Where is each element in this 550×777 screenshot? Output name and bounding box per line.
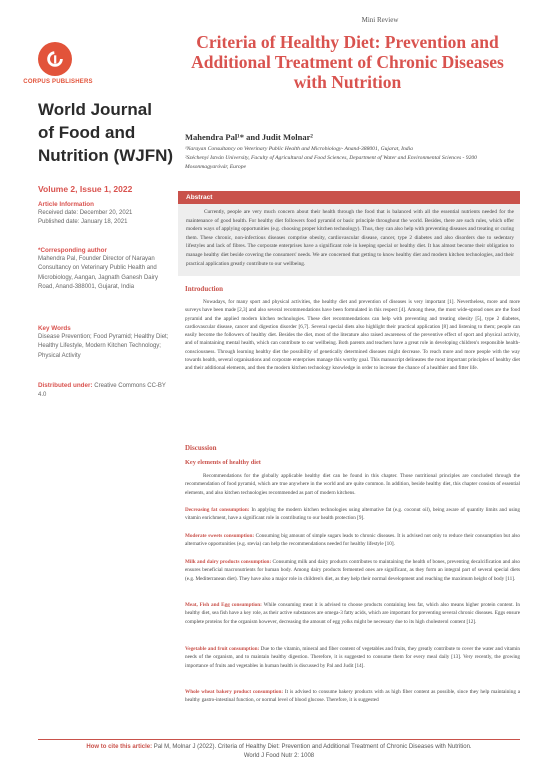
- abstract-text: Currently, people are very much concern about their health through the food that is balanced with all the essential nutrients needed for the maintenance of good health. For healthy diet followers food pyramid or basic principle throughout the world. Besides, there are such rules, which offer modern ways of applying opportunities (e.g. choosing proper kitchen technology). Thus, they can also help with preventing diseases and treating or curing them. These chronic, non-infectious diseases comprise obesity, cardiovascular disease, cancer, type 2 diabetes and also disorders due to sedentary lifestyles and lack of fibres. The corporate enterprises have a significant role in keeping special or healthy diet. It has almost become their obligation to manage healthy diet beside covering the consumers' needs. We are concerned that getting to know healthy diet and modern kitchen technologies, and their practical application greatly contribute to our wellbeing.: [186, 209, 514, 267]
- sweets-paragraph: [185, 532, 520, 549]
- milk-text: Consuming milk and dairy products contributes to maintaining the health of bones, preventing decalcification and also ensures beneficial macronutrients for human body. Among dairy products fermented ones are significant, as they form an integral part of several special diets (e.g. Mediterranean diet). They have also a major role in children's diet, as they help their normal development and reaching the maximum height of body [11].: [185, 559, 520, 582]
- fat-text: In applying the modern kitchen technologies using alternative fat (e.g. coconut oil), being aware of quantity limits and using vitamin enrichment, have a significant role in contributing to our health protection [9].: [185, 507, 520, 522]
- authors: Mahendra Pal¹* and Judit Molnar²: [185, 132, 313, 142]
- key-elements-text: Recommendations for the globally applicable healthy diet can be found in this chapter. Those nutritional principles are concluded through the recommendation of food pyramid, which are true anywhere in the world and are quite common. In addition, beside healthy diet, this chapter consists of essential elements, and also kitchen technologies recommended as part of modern kitchens.: [185, 473, 520, 496]
- received-date: Received date: December 20, 2021: [38, 210, 133, 217]
- journal-name-line1: World Journal: [38, 100, 152, 119]
- article-info-heading: Article Information: [38, 201, 94, 208]
- corresponding-author-text: Mahendra Pal, Founder Director of Narayan Consultancy on Veterinary Public Health and Microbiology, Aangan, Jagnath Ganesh Dairy Road, Anand-388001, Gujarat, India: [38, 256, 158, 290]
- fat-lead: Decreasing fat consumption:: [185, 507, 250, 513]
- milk-paragraph: [185, 558, 520, 583]
- corresponding-author-heading: *Corresponding author: [38, 247, 107, 254]
- license-text: Creative Commons CC-BY 4.0: [38, 383, 166, 399]
- veg-text: Due to the vitamin, mineral and fiber content of vegetables and fruits, they greatly contribute to cover the water and vitamin needs of the organism, and to maintain healthy digestion. Therefore, it is suggested to consume them for every meal daily [13]. Very recently, the growing importance of fruits and vegetables in human health is discussed by Pal and Judit [14].: [185, 646, 520, 669]
- circle-cp-logo-icon: [44, 48, 66, 70]
- fat-paragraph: [185, 506, 520, 523]
- keywords: [38, 324, 173, 361]
- article-title: Criteria of Healthy Diet: Prevention and Additional Treatment of Chronic Diseases with Nutrition: [191, 32, 504, 92]
- keywords-heading: Key Words: [38, 325, 71, 332]
- license: [38, 381, 173, 400]
- veg-paragraph: [185, 645, 520, 670]
- citation-line2: World J Food Nutr 2: 1008: [243, 752, 315, 759]
- footer-divider: [38, 739, 520, 740]
- publisher-logo-icon: [38, 42, 72, 76]
- meat-paragraph: [185, 601, 520, 626]
- published-date: Published date: January 18, 2021: [38, 219, 128, 226]
- abstract-heading: Abstract: [178, 191, 520, 204]
- meat-text: While consuming meat it is advised to choose products containing less fat, which also means higher protein content. In healthy diet, sea fish have a key role, as their active substances are omega-3 fatty acids, which are important for preventing several chronic diseases. Eggs ensure complete proteins for the organism however, decreasing the amount of egg yolks might be necessary due to its high cholesterol content [12].: [185, 602, 520, 625]
- introduction-heading: Introduction: [185, 285, 223, 293]
- journal-name-line3: Nutrition (WJFN): [38, 146, 174, 165]
- meat-lead: Meat, Fish and Egg consumption:: [185, 602, 262, 608]
- license-heading: Distributed under:: [38, 382, 93, 389]
- affiliation-2: ²Széchenyi István University, Faculty of Agricultural and Food Sciences, Department of Water and Environmental Sciences - 9200 Mosonmagyaróvár, Europe: [185, 155, 477, 170]
- citation-line1: [38, 743, 520, 752]
- key-elements-heading: Key elements of healthy diet: [185, 459, 261, 466]
- citation-label: How to cite this article:: [86, 744, 153, 750]
- discussion-heading: Discussion: [185, 444, 217, 452]
- wheat-paragraph: [185, 688, 520, 705]
- keywords-text: Disease Prevention; Food Pyramid; Healthy Diet; Healthy Lifestyle, Modern Kitchen Technology; Physical Activity: [38, 334, 169, 359]
- citation-text: Pal M, Molnar J (2022). Criteria of Healthy Diet: Prevention and Additional Treatment of Chronic Diseases with Nutrition.: [152, 744, 472, 750]
- sweets-lead: Moderate sweets consumption:: [185, 533, 255, 539]
- volume-issue: Volume 2, Issue 1, 2022: [38, 184, 133, 194]
- article-info: [38, 200, 173, 228]
- citation-footer: [38, 743, 520, 760]
- affiliations: [185, 145, 520, 172]
- wheat-text: It is advised to consume bakery products with as high fiber content as possible, since they help maintaining a healthy gastro-intestinal function, or normal level of blood glucose. Therefore, it is suggested: [185, 689, 521, 704]
- wheat-lead: Whole wheat bakery product consumption:: [185, 689, 284, 695]
- article-type: Mini Review: [361, 16, 399, 24]
- journal-name: [38, 98, 183, 167]
- affiliation-1: ¹Narayan Consultancy on Veterinary Public Health and Microbiology- Anand-388001, Gujarat, India: [185, 146, 413, 152]
- milk-lead: Milk and dairy products consumption:: [185, 559, 272, 565]
- journal-name-line2: of Food and: [38, 123, 136, 142]
- sweets-text: Consuming big amount of simple sugars leads to chronic diseases. It is advised not only to reduce their consumption but also alternative opportunities (e.g. stevia) can help the recommendations needed for healthy lifestyle [10].: [185, 533, 520, 548]
- veg-lead: Vegetable and fruit consumption:: [185, 646, 260, 652]
- publisher-name: CORPUS PUBLISHERS: [23, 79, 93, 85]
- introduction-text: Nowadays, for many sport and physical activities, the healthy diet and prevention of diseases is very important [1]. Nevertheless, more and more surveys have been made [2,3] and also several recommendations have been formulated in this respect [4]. Among these, the most wide-spread ones are the food pyramid and the applied modern kitchen technologies. These diet recommendations can help with preventing and treating obesity [5], type 2 diabetes, cardiovascular disease, cancer and digestion disorder [6,7]. Several special diets also highlight their practical application [8] and listening to them; people can easily become the followers of healthy diet. Besides the diet, most of the literature also raised awareness of the preventive effect of sport and physical activity, and of maintaining mental health, which can contribute to our wellbeing. Both parents and teachers have a great role in developing children's responsible health-consciousness. Through learning healthy diet the possibility of genetically determined diseases might decrease. To reach more and more people with the way towards health, several organisations and corporate enterprises manage this worthy goal. This manuscript delineates the most important principles of healthy diet and their additional elements, and then the modern kitchen technology knowledge in order to increase the chance of a healthier and fitter life.: [185, 299, 520, 372]
- corresponding-author: [38, 246, 173, 292]
